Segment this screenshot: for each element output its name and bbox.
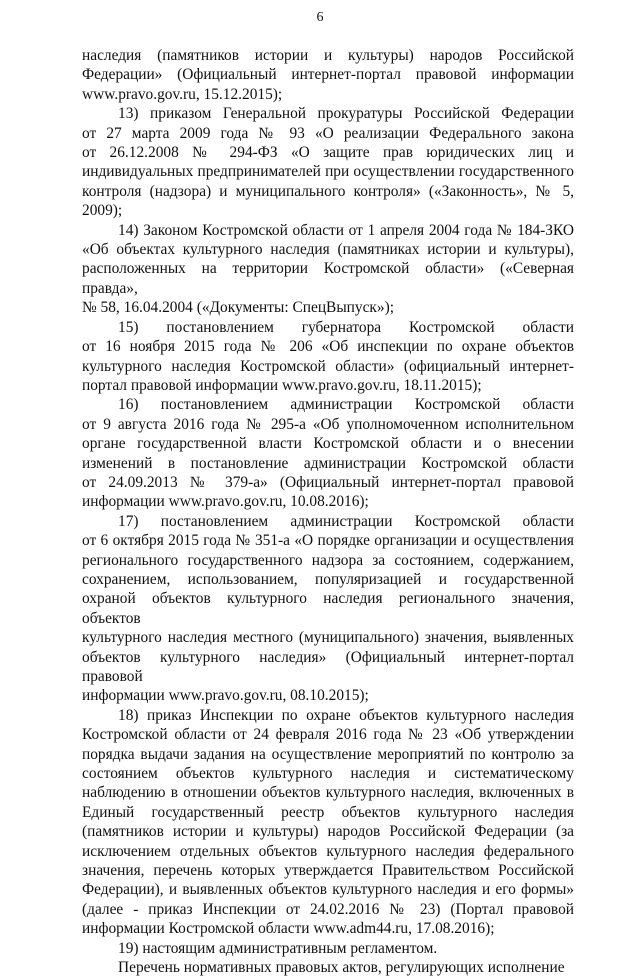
text-line: контроля (надзора) и муниципального контроля» («Законность», № 5, (82, 182, 574, 200)
document-body (82, 46, 574, 978)
text-line: расположенных на территории Костромской области» («Северная правда», (82, 260, 574, 297)
text-line: 13) приказом Генеральной прокуратуры Российской Федерации (118, 105, 574, 123)
text-line: органе государственной власти Костромской области и о внесении (82, 435, 574, 453)
text-line: охраной объектов культурного наследия регионального значения, объектов (82, 590, 574, 627)
paragraph (82, 221, 574, 318)
paragraph (82, 706, 574, 939)
text-line: 16) постановлением администрации Костромской области (118, 396, 574, 414)
text-line: значения, перечень которых утверждается Правительством Российской (82, 862, 574, 880)
text-line: № 58, 16.04.2004 («Документы: СпецВыпуск»); (82, 299, 394, 317)
text-line: портал правовой информации www.pravo.gov.ru, 18.11.2015); (82, 376, 482, 394)
text-line: 19) настоящим административным регламентом. (118, 939, 438, 957)
text-line: от 24.09.2013 № 379-а» (Официальный интернет-портал правовой (82, 473, 574, 491)
paragraph (82, 318, 574, 396)
text-line: наблюдению в отношении объектов культурного наследия, включенных в (82, 784, 574, 802)
text-line: индивидуальных предпринимателей при осуществлении государственного (82, 163, 574, 181)
text-line: 14) Законом Костромской области от 1 апреля 2004 года № 184-ЗКО (118, 221, 574, 239)
text-line: сохранением, использованием, популяризацией и государственной (82, 570, 574, 588)
text-line: наследия (памятников истории и культуры) народов Российской (82, 47, 574, 64)
text-line: от 6 октября 2015 года № 351-а «О порядке организации и осуществления (82, 532, 574, 550)
paragraph (82, 46, 574, 104)
text-line: от 27 марта 2009 года № 93 «О реализации Федерального закона (82, 124, 574, 142)
text-line: (далее - приказ Инспекции от 24.02.2016 № 23) (Портал правовой (82, 900, 574, 918)
text-line: объектов культурного наследия» (Официальный интернет-портал правовой (82, 648, 574, 685)
text-line: (памятников истории и культуры) народов Российской Федерации (за (82, 823, 574, 841)
text-line: порядка выдачи задания на осуществление мероприятий по контролю за (82, 745, 574, 763)
text-line: от 9 августа 2016 года № 295-а «Об уполномоченном исполнительном (82, 415, 574, 433)
text-line: 15) постановлением губернатора Костромской области (118, 318, 574, 336)
text-line: от 16 ноября 2015 года № 206 «Об инспекции по охране объектов (82, 338, 574, 356)
text-line: информации Костромской области www.adm44.ru, 17.08.2016); (82, 920, 495, 938)
paragraph (82, 958, 574, 977)
text-line: от 26.12.2008 № 294-ФЗ «О защите прав юридических лиц и (82, 144, 574, 162)
text-line: информации www.pravo.gov.ru, 10.08.2016); (82, 493, 369, 511)
paragraph (82, 939, 574, 958)
text-line: Костромской области от 24 февраля 2016 года № 23 «Об утверждении (82, 726, 574, 744)
text-line: изменений в постановление администрации Костромской области (82, 454, 574, 472)
text-line: www.pravo.gov.ru, 15.12.2015); (82, 85, 283, 103)
text-line: Федерации» (Официальный интернет-портал правовой информации (82, 66, 574, 84)
text-line: Федерации), и выявленных объектов культурного наследия и его формы» (82, 881, 574, 899)
paragraph (82, 512, 574, 706)
text-line: 2009); (82, 202, 123, 220)
text-line: культурного наследия местного (муниципального) значения, выявленных (82, 629, 574, 647)
text-line: «Об объектах культурного наследия (памятниках истории и культуры), (82, 241, 574, 259)
text-line: культурного наследия Костромской области» (официальный интернет- (82, 357, 574, 375)
paragraph (82, 104, 574, 220)
paragraph (82, 395, 574, 511)
text-line: 18) приказ Инспекции по охране объектов культурного наследия (118, 706, 574, 724)
text-line: Перечень нормативных правовых актов, регулирующих исполнение (118, 959, 565, 977)
text-line: регионального государственного надзора за состоянием, содержанием, (82, 551, 574, 569)
text-line: 17) постановлением администрации Костромской области (118, 512, 574, 530)
text-line: Единый государственный реестр объектов культурного наследия (82, 803, 574, 821)
text-line: информации www.pravo.gov.ru, 08.10.2015); (82, 687, 369, 705)
text-line: состоянием объектов культурного наследия и систематическому (82, 765, 574, 783)
text-line: исключением отдельных объектов культурного наследия федерального (82, 842, 574, 860)
page-number: 6 (316, 10, 324, 25)
